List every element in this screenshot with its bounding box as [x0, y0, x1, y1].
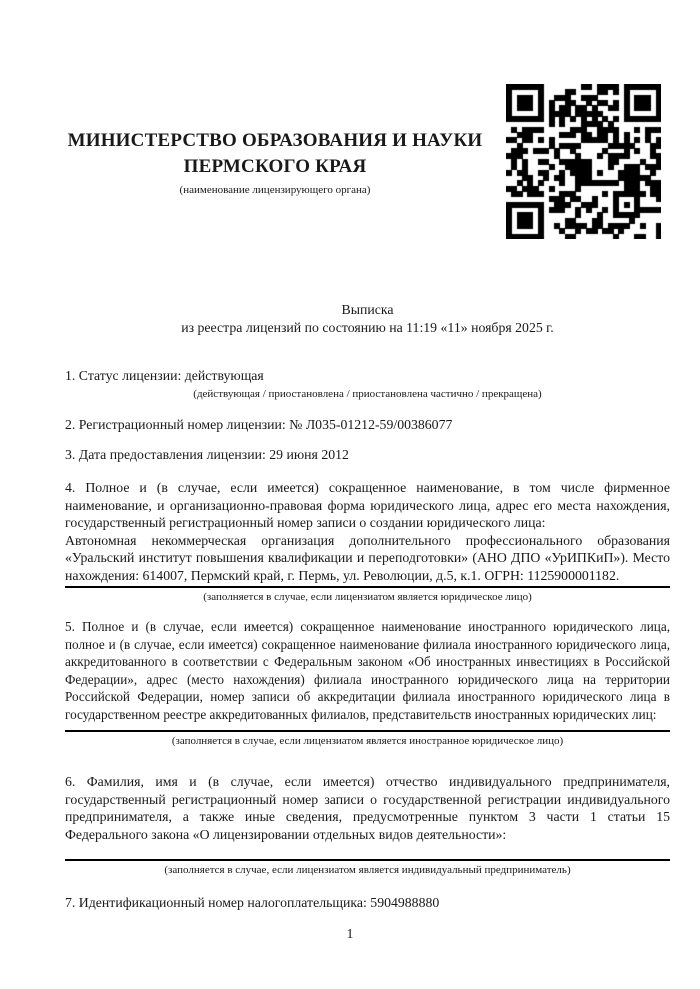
title-line2: из реестра лицензий по состоянию на 11:19 «11» ноября 2025 г.	[181, 319, 554, 335]
page-number: 1	[346, 926, 354, 941]
item-7-taxpayer-number	[65, 894, 670, 912]
item-5-foreign-entity-info	[65, 618, 670, 748]
item-3-grant-date	[65, 446, 670, 464]
entrepreneur-question: 6. Фамилия, имя и (в случае, если имеется) отчество индивидуального предпринимателя, государственный регистрационный номер записи о государственной регистрации индивидуального предпринимателя, а также иные сведения, предусмотренные пунктом 3 части 1 статьи 15 Федерального закона «О лицензировании отдельных видов деятельности»:	[65, 774, 670, 842]
item-6-individual-entrepreneur-info	[65, 773, 670, 877]
legal-entity-answer: Автономная некоммерческая организация дополнительного профессионального образования «Уральский институт повышения квалификации и переподготовки» (АНО ДПО «УрИПКиП»). Место нахождения: 614007, Пермский край, г. Пермь, ул. Революции, д.5, к.1. ОГРН: 1125900001182.	[65, 532, 670, 583]
title-line1: Выписка	[341, 302, 394, 317]
ministry-name-line2: ПЕРМСКОГО КРАЯ	[183, 156, 367, 177]
qr-code	[506, 84, 661, 239]
item-4-legal-entity-info	[65, 479, 670, 604]
fill-line	[65, 730, 670, 732]
fill-line	[65, 859, 670, 861]
licensing-authority-header	[65, 128, 485, 197]
legal-entity-caption: (заполняется в случае, если лицензиатом является юридическое лицо)	[203, 591, 532, 603]
entrepreneur-caption: (заполняется в случае, если лицензиатом является индивидуальный предприниматель)	[164, 864, 571, 876]
legal-entity-question: 4. Полное и (в случае, если имеется) сокращенное наименование, в том числе фирменное наименование, и организационно-правовая форма юридического лица, адрес его места нахождения, государственный регистрационный номер записи о создании юридического лица:	[65, 480, 670, 530]
document-title	[65, 301, 670, 336]
grant-date-text: 3. Дата предоставления лицензии: 29 июня 2012	[65, 447, 349, 462]
fill-line	[65, 586, 670, 588]
foreign-entity-question: 5. Полное и (в случае, если имеется) сокращенное наименование иностранного юридического лица, полное и (в случае, если имеется) сокращенное наименование филиала иностранного юридического лица, аккредитованного в соответствии с Федеральным законом «Об иностранных инвестициях в Российской Федерации», адрес (место нахождения) филиала иностранного юридического лица на территории Российской Федерации, номер записи об аккредитации филиала иностранного юридического лица в государственном реестре аккредитованных филиалов, представительств иностранных юридических лиц:	[65, 619, 670, 722]
item-1-license-status	[65, 367, 670, 401]
ministry-name-line1: МИНИСТЕРСТВО ОБРАЗОВАНИЯ И НАУКИ	[67, 130, 483, 151]
foreign-entity-caption: (заполняется в случае, если лицензиатом является иностранное юридическое лицо)	[171, 735, 564, 747]
item-2-registration-number	[65, 416, 670, 434]
license-status-text: 1. Статус лицензии: действующая	[65, 368, 264, 383]
ministry-name-caption: (наименование лицензирующего органа)	[179, 184, 371, 196]
license-status-caption: (действующая / приостановлена / приостановлена частично / прекращена)	[193, 387, 542, 400]
taxpayer-number-text: 7. Идентификационный номер налогоплательщика: 5904988880	[65, 895, 440, 910]
registration-number-text: 2. Регистрационный номер лицензии: № Л035-01212-59/00386077	[65, 417, 453, 432]
